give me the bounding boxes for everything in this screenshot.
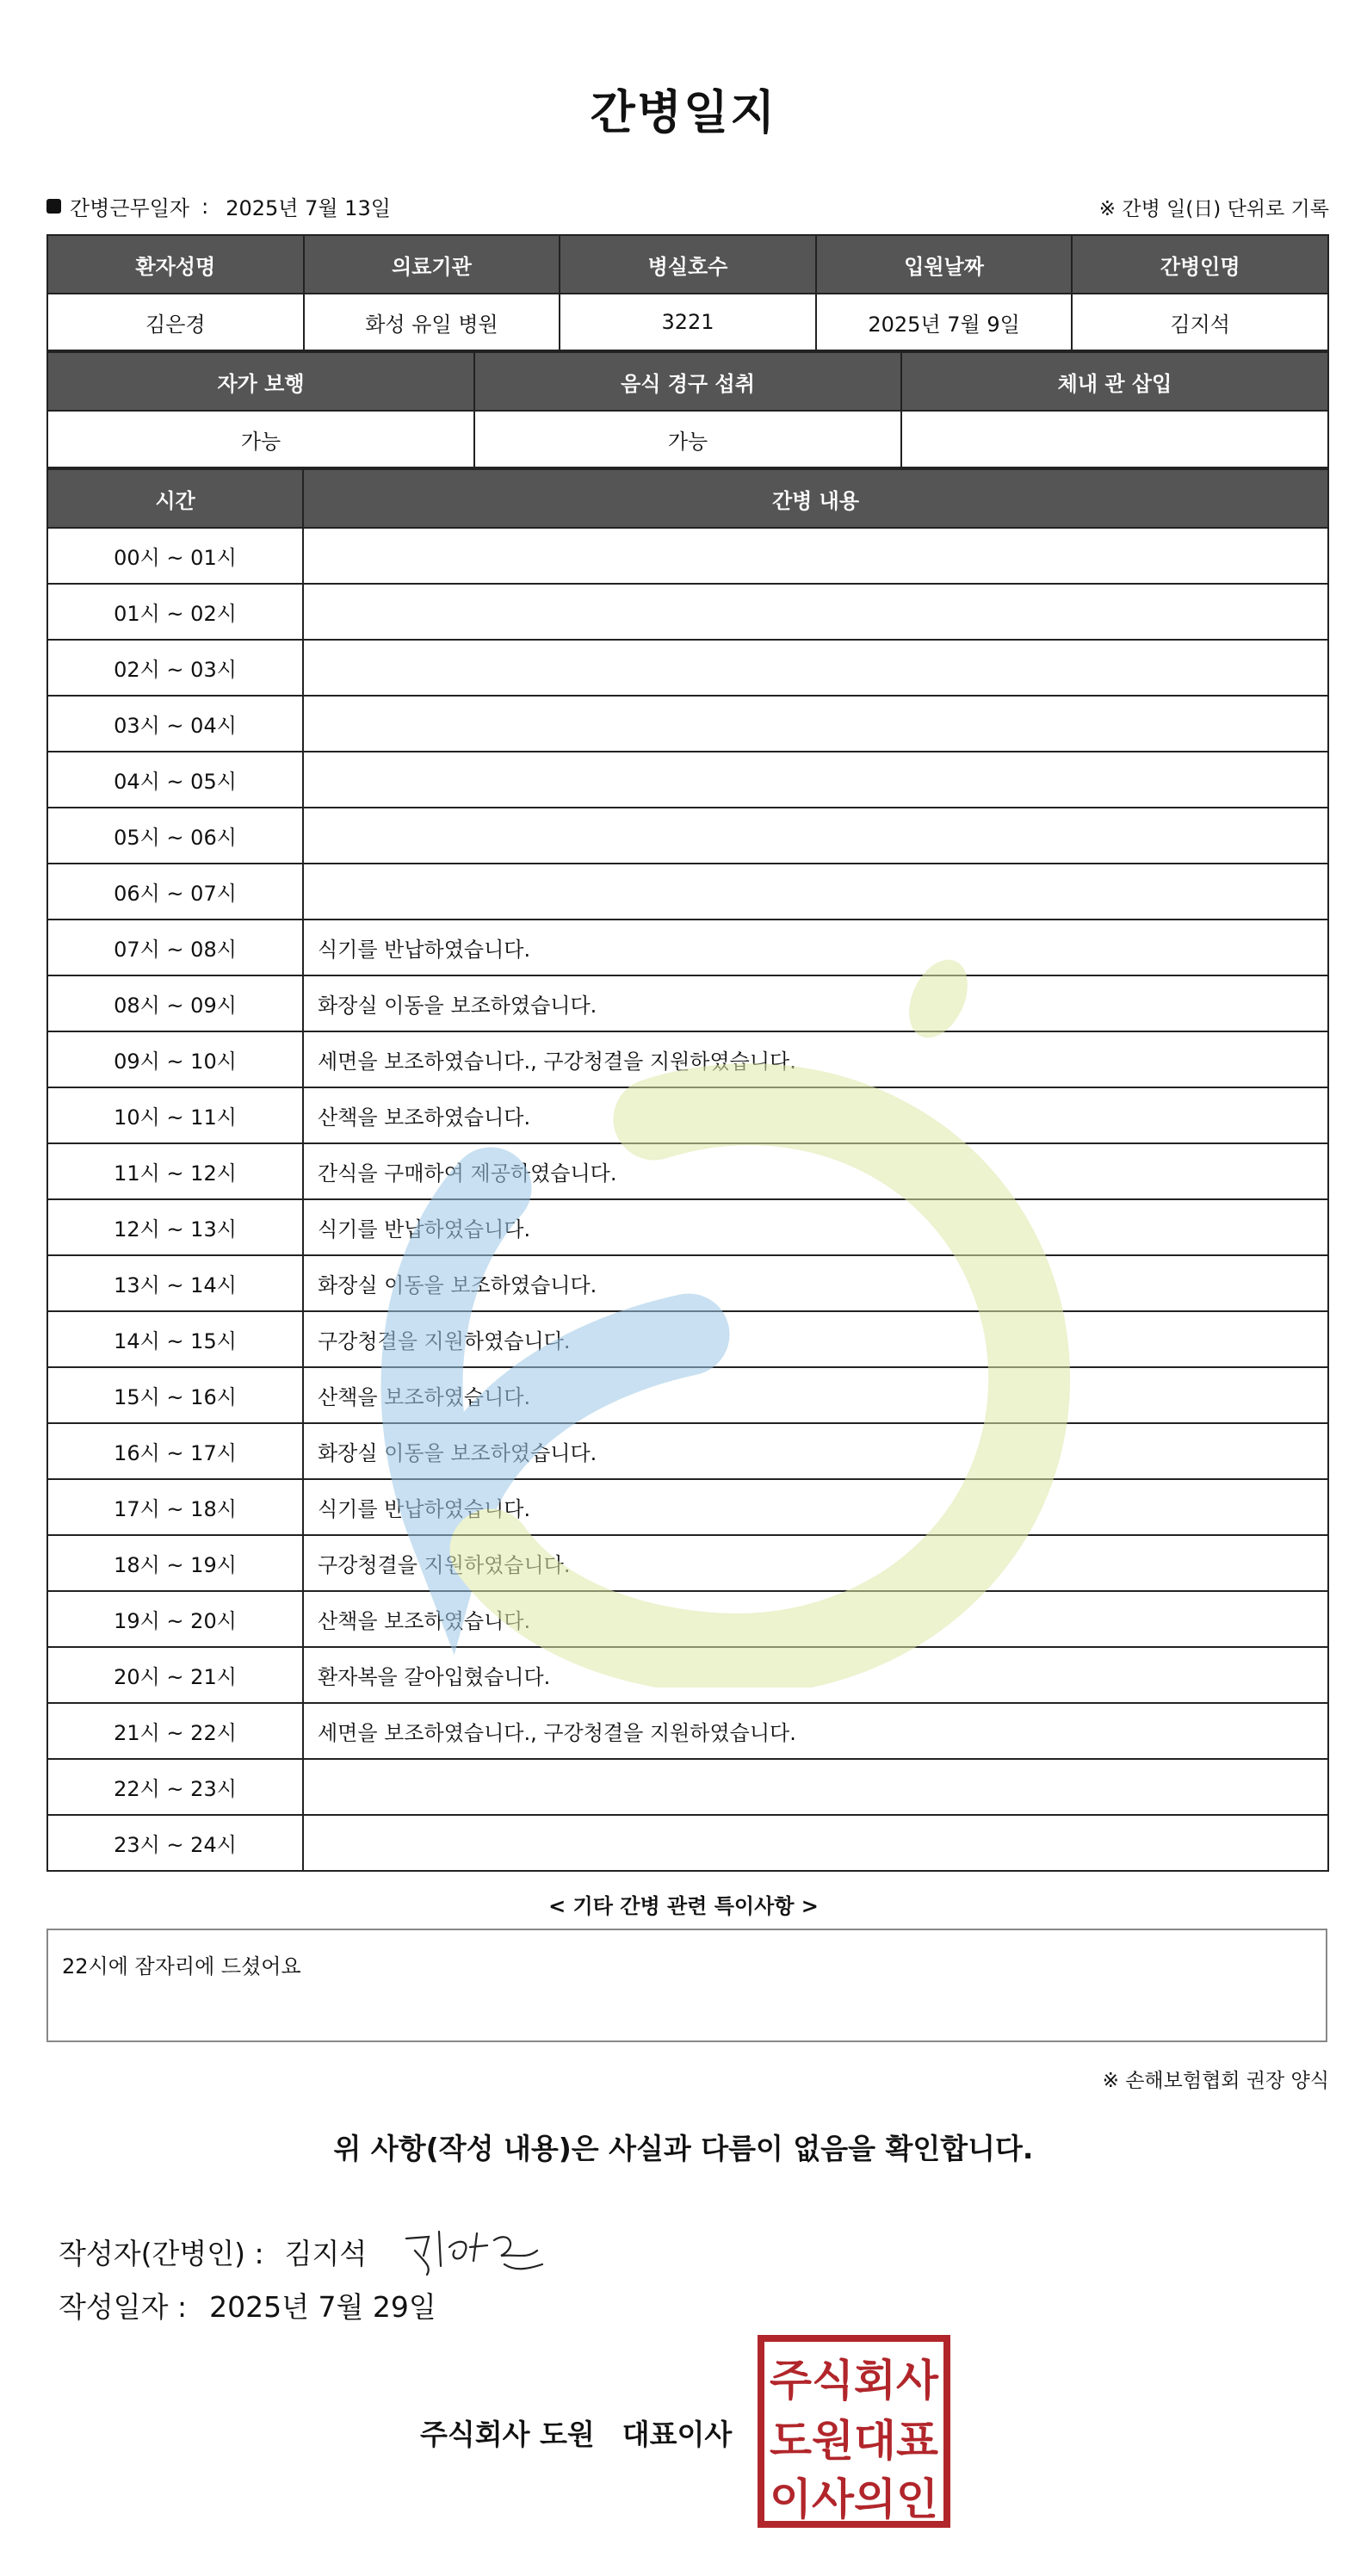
table-row [47,1087,1328,1143]
time-slot: 06시 ~ 07시 [47,864,303,920]
care-content [303,752,1328,808]
company-name: 주식회사 도원 [420,2418,595,2451]
care-content: 구강청결을 지원하였습니다. [303,1311,1328,1367]
care-content [303,584,1328,640]
table-row [47,1255,1328,1311]
header-admission-date: 입원날짜 [816,235,1073,294]
time-slot: 00시 ~ 01시 [47,528,303,584]
walking-status: 가능 [47,411,474,468]
table-row [47,1199,1328,1255]
company-seal-stamp [758,2335,950,2528]
care-date-label: 간병근무일자 [70,196,190,220]
time-slot: 19시 ~ 20시 [47,1591,303,1647]
header-room: 병실호수 [560,235,816,294]
document-title: 간병일지 [590,85,777,139]
daily-record-note: ※ 간병 일(日) 단위로 기록 [1098,198,1329,220]
table-row [47,752,1328,808]
table-row [47,920,1328,975]
table-row [47,1479,1328,1535]
header-care-content: 간병 내용 [303,469,1328,528]
care-content: 세면을 보조하였습니다., 구강청결을 지원하였습니다. [303,1703,1328,1759]
special-notes-text: 22시에 잠자리에 드셨어요 [62,1954,301,1978]
writer-row [59,2221,553,2282]
caregiver-name: 김지석 [1072,294,1328,350]
care-content: 화장실 이동을 보조하였습니다. [303,1255,1328,1311]
time-slot: 14시 ~ 15시 [47,1311,303,1367]
write-date-row [59,2285,436,2325]
special-notes-box [46,1929,1327,2042]
time-slot: 13시 ~ 14시 [47,1255,303,1311]
care-content [303,640,1328,696]
company-ceo-title: 대표이사 [622,2418,733,2451]
header-patient-name: 환자성명 [47,235,304,294]
writer-label: 작성자(간병인) : [59,2236,264,2270]
care-content [303,808,1328,864]
patient-info-table [46,234,1329,351]
time-slot: 07시 ~ 08시 [47,920,303,975]
header-time: 시간 [47,469,303,528]
company-signature [420,2412,732,2453]
time-slot: 05시 ~ 06시 [47,808,303,864]
table-row [47,1703,1328,1759]
care-content: 화장실 이동을 보조하였습니다. [303,1423,1328,1479]
table-row [47,1647,1328,1703]
writer-name: 김지석 [284,2236,368,2270]
write-date-value: 2025년 7월 29일 [209,2290,436,2324]
care-content: 산책을 보조하였습니다. [303,1591,1328,1647]
table-row [47,584,1328,640]
time-slot: 11시 ~ 12시 [47,1143,303,1199]
time-slot: 15시 ~ 16시 [47,1367,303,1423]
time-slot: 21시 ~ 22시 [47,1703,303,1759]
time-slot: 02시 ~ 03시 [47,640,303,696]
time-slot: 01시 ~ 02시 [47,584,303,640]
table-row [47,864,1328,920]
care-date-colon: : [201,194,209,219]
svg-text:주식회사: 주식회사 [770,2356,939,2406]
recommended-form-note: ※ 손해보험협회 권장 양식 [1102,2070,1329,2092]
care-content: 식기를 반납하였습니다. [303,1199,1328,1255]
header-walking: 자가 보행 [47,352,474,411]
care-content [303,696,1328,752]
care-content [303,1815,1328,1871]
patient-name: 김은경 [47,294,304,350]
time-slot: 04시 ~ 05시 [47,752,303,808]
table-row [47,975,1328,1031]
special-notes-title: < 기타 간병 관련 특이사항 > [548,1894,819,1918]
time-slot: 03시 ~ 04시 [47,696,303,752]
table-row [47,1031,1328,1087]
svg-text:이사의인: 이사의인 [770,2474,938,2524]
signature-image [398,2221,553,2282]
header-caregiver-name: 간병인명 [1072,235,1328,294]
time-slot: 09시 ~ 10시 [47,1031,303,1087]
header-tube-insertion: 체내 관 삽입 [901,352,1328,411]
table-row [47,1535,1328,1591]
care-log-table [46,468,1329,1872]
time-slot: 08시 ~ 09시 [47,975,303,1031]
table-row [47,1591,1328,1647]
patient-status-table [46,351,1329,468]
table-row [47,1759,1328,1815]
header-oral-intake: 음식 경구 섭취 [474,352,901,411]
admission-date: 2025년 7월 9일 [816,294,1073,350]
care-content: 간식을 구매하여 제공하였습니다. [303,1143,1328,1199]
time-slot: 16시 ~ 17시 [47,1423,303,1479]
care-content: 식기를 반납하였습니다. [303,920,1328,975]
time-slot: 23시 ~ 24시 [47,1815,303,1871]
care-date-value: 2025년 7월 13일 [226,196,391,220]
write-date-label: 작성일자 : [59,2290,188,2324]
table-row [47,1367,1328,1423]
table-row [47,1143,1328,1199]
table-row [47,528,1328,584]
square-bullet-icon [46,199,61,214]
institution: 화성 유일 병원 [304,294,560,350]
time-slot: 10시 ~ 11시 [47,1087,303,1143]
table-row [47,1423,1328,1479]
room-number: 3221 [560,294,816,350]
care-content: 화장실 이동을 보조하였습니다. [303,975,1328,1031]
table-row [47,808,1328,864]
table-row [47,640,1328,696]
table-row [47,696,1328,752]
time-slot: 12시 ~ 13시 [47,1199,303,1255]
care-content: 환자복을 갈아입혔습니다. [303,1647,1328,1703]
table-row [47,1815,1328,1871]
care-content: 구강청결을 지원하였습니다. [303,1535,1328,1591]
care-content [303,528,1328,584]
header-institution: 의료기관 [304,235,560,294]
care-content: 세면을 보조하였습니다., 구강청결을 지원하였습니다. [303,1031,1328,1087]
care-content: 산책을 보조하였습니다. [303,1087,1328,1143]
care-content: 산책을 보조하였습니다. [303,1367,1328,1423]
table-row [47,1311,1328,1367]
care-content [303,1759,1328,1815]
time-slot: 18시 ~ 19시 [47,1535,303,1591]
time-slot: 22시 ~ 23시 [47,1759,303,1815]
tube-insertion-status [901,411,1328,468]
svg-text:도원대표: 도원대표 [770,2416,939,2466]
oral-intake-status: 가능 [474,411,901,468]
confirmation-statement: 위 사항(작성 내용)은 사실과 다름이 없음을 확인합니다. [333,2132,1034,2165]
time-slot: 20시 ~ 21시 [47,1647,303,1703]
care-content: 식기를 반납하였습니다. [303,1479,1328,1535]
care-date-row [46,191,391,221]
time-slot: 17시 ~ 18시 [47,1479,303,1535]
care-content [303,864,1328,920]
